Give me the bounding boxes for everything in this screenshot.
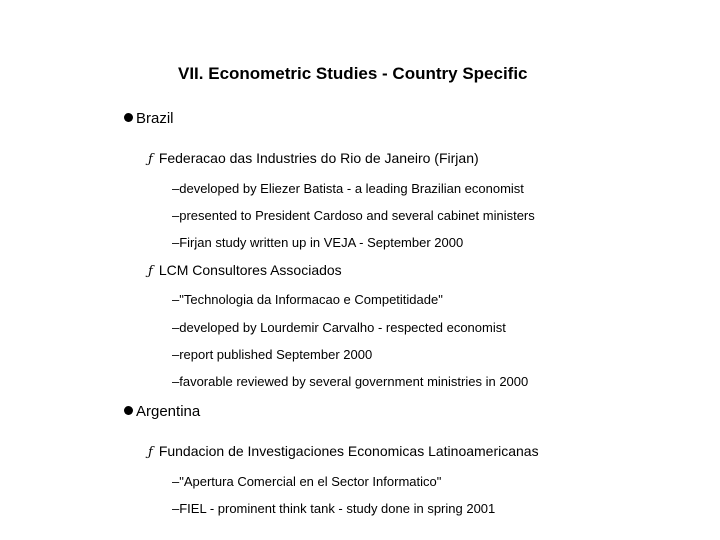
list-item: –presented to President Cardoso and several cabinet ministers	[172, 208, 535, 223]
sub-bullet-icon: ƒ	[148, 152, 153, 167]
section-argentina	[124, 403, 200, 420]
section-brazil	[124, 110, 174, 127]
list-item: –Firjan study written up in VEJA - September 2000	[172, 235, 464, 250]
section-heading: Brazil	[136, 110, 174, 127]
list-item: –favorable reviewed by several government ministries in 2000	[172, 374, 529, 389]
list-item: –report published September 2000	[172, 347, 373, 362]
subsection-firjan	[148, 150, 479, 167]
list-item: –"Apertura Comercial en el Sector Informatico"	[172, 474, 442, 489]
list-item: –"Technologia da Informacao e Competitidade"	[172, 292, 443, 307]
section-heading: Argentina	[136, 403, 201, 420]
list-item: –developed by Lourdemir Carvalho - respected economist	[172, 320, 506, 335]
sub-bullet-icon: ƒ	[148, 445, 153, 460]
round-bullet-icon	[124, 113, 133, 122]
slide-title: VII. Econometric Studies - Country Specific	[178, 64, 528, 83]
round-bullet-icon	[124, 406, 133, 415]
subsection-lcm	[148, 262, 342, 279]
list-item: –FIEL - prominent think tank - study done in spring 2001	[172, 501, 496, 516]
list-item: –developed by Eliezer Batista - a leading Brazilian economist	[172, 181, 524, 196]
sub-bullet-icon: ƒ	[148, 264, 153, 279]
subsection-heading: Federacao das Industries do Rio de Janeiro (Firjan)	[158, 150, 479, 166]
subsection-fiel	[148, 443, 539, 460]
subsection-heading: Fundacion de Investigaciones Economicas Latinoamericanas	[158, 443, 539, 459]
subsection-heading: LCM Consultores Associados	[158, 262, 342, 278]
